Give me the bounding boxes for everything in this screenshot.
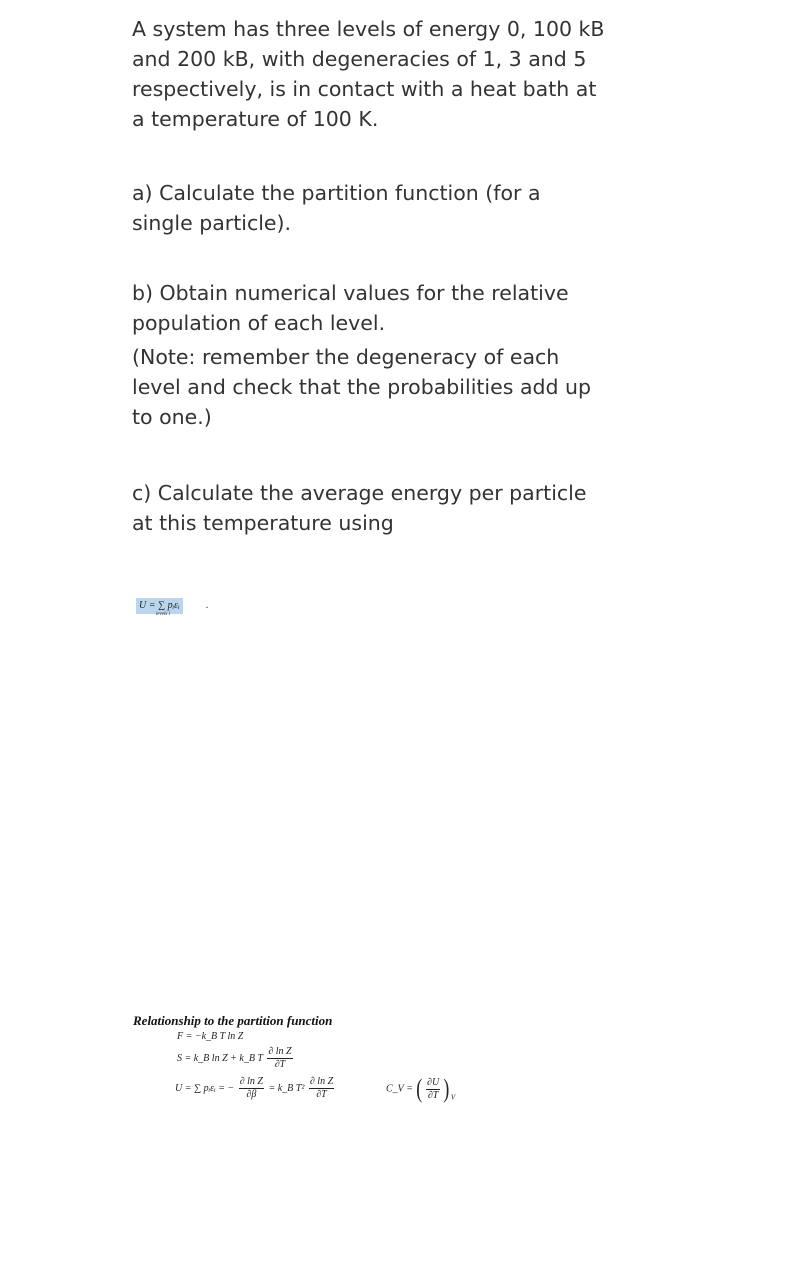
formula-main: U = ∑ pᵢεᵢ [139,600,180,611]
part-c-text: c) Calculate the average energy per particle at this temperature using [132,481,587,535]
entropy-lhs: S = k_B ln Z + k_B T [177,1052,263,1064]
heat-capacity-fraction [426,1077,440,1102]
right-paren: ) [443,1074,450,1103]
entropy-equation [177,1046,295,1071]
part-a-text: a) Calculate the partition function (for a single particle). [132,181,541,235]
energy-numerator-2: ∂ ln Z [309,1076,334,1087]
heat-capacity-equation [386,1076,455,1102]
part-b-note: (Note: remember the degeneracy of each level and check that the probabilities add up to one.) [132,345,592,429]
entropy-denominator: ∂T [274,1059,286,1070]
energy-lhs: U = ∑ pᵢεᵢ = − [175,1082,235,1094]
part-b-text: b) Obtain numerical values for the relative population of each level. [132,281,569,335]
formula-dot: . [206,600,209,611]
free-energy-equation [177,1031,243,1042]
heat-capacity-subscript: V [450,1093,456,1102]
energy-middle: = k_B T² [268,1082,305,1094]
entropy-numerator: ∂ ln Z [268,1046,292,1057]
left-paren: ( [416,1074,423,1103]
problem-intro: A system has three levels of energy 0, 100 kB and 200 kB, with degeneracies of 1, 3 and 5 respectively, is in contact with a heat bath at a temperature of 100 K. [132,17,605,131]
average-energy-formula [136,598,209,617]
energy-denominator-1: ∂β [246,1089,257,1100]
free-energy-text: F = −k_B T ln Z [177,1031,244,1042]
heat-capacity-numerator: ∂U [427,1076,440,1088]
heat-capacity-lhs: C_V = [386,1083,413,1095]
formula-subscript: levels i [156,612,171,617]
energy-fraction-beta [239,1076,264,1101]
entropy-fraction [267,1046,292,1071]
internal-energy-equation [175,1076,336,1101]
energy-denominator-2: ∂T [316,1089,327,1100]
energy-numerator-1: ∂ ln Z [239,1076,263,1087]
relationship-title: Relationship to the partition function [133,1013,333,1028]
heat-capacity-denominator: ∂T [427,1089,439,1101]
energy-fraction-temp [309,1076,334,1101]
